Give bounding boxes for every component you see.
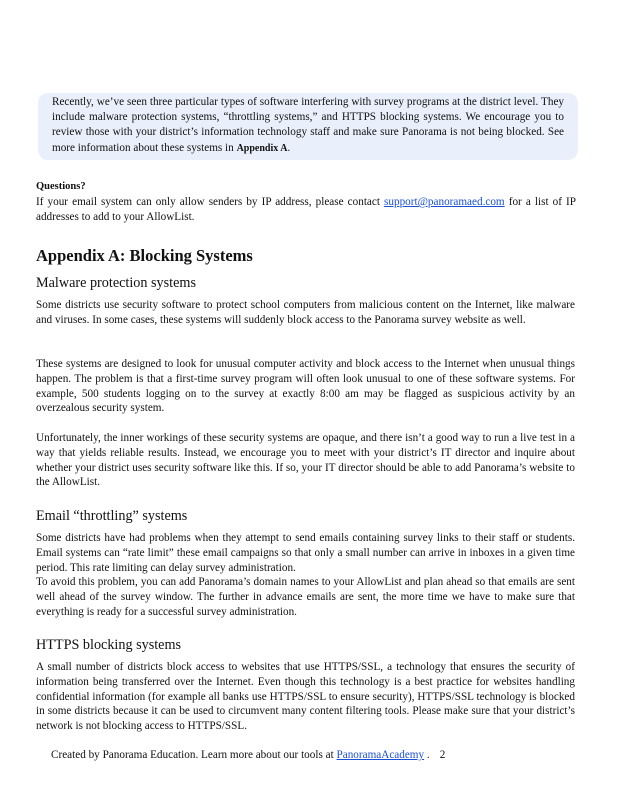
- questions-heading: Questions?: [36, 181, 86, 192]
- malware-paragraph-2: These systems are designed to look for unusual computer activity and block access to the Internet when unusual things happen. The problem is that a first-time survey program will often look unusual to one of these software systems. For example, 500 students logging on to the survey at exactly 8:00 am may be flagged as suspicious activity by an overzealous security system.: [36, 358, 575, 415]
- callout-body: Recently, we’ve seen three particular types of software interfering with survey programs at the district level. They include malware protection systems, “throttling systems,” and HTTPS blocking systems. We encourage you to review those with your district’s information technology staff and make sure Panorama is not being blocked. See more information about these systems in: [52, 96, 564, 154]
- footer-period: .: [426, 749, 430, 761]
- throttling-heading: Email “throttling” systems: [36, 508, 188, 524]
- malware-heading: Malware protection systems: [36, 275, 196, 291]
- https-paragraph-1: A small number of districts block access to websites that use HTTPS/SSL, a technology that ensures the security of information being transferred over the Internet. Even though this technology is a best practice for websites handling confidential information (for example all banks use HTTPS/SSL to ensure security), HTTPS/SSL technology is blocked in some districts because it can be used to circumvent many content filtering tools. Please make sure that your district’s network is not blocking access to HTTPS/SSL.: [36, 661, 575, 733]
- questions-text-after: for a list of IP addresses to add to your AllowList.: [36, 196, 576, 223]
- page-number: 2: [439, 749, 446, 761]
- footer-text: Created by Panorama Education. Learn more about our tools at: [51, 749, 334, 761]
- callout-text: [52, 95, 564, 156]
- callout-box: [38, 93, 578, 160]
- questions-text-before: If your email system can only allow senders by IP address, please contact: [36, 196, 380, 208]
- support-email-link[interactable]: support@panoramaed.com: [384, 196, 505, 208]
- https-heading: HTTPS blocking systems: [36, 637, 182, 653]
- page-footer: [51, 748, 445, 763]
- appendix-reference: Appendix A: [236, 142, 288, 154]
- throttling-paragraph-1: Some districts have had problems when they attempt to send emails containing survey links to their staff or students. Email systems can “rate limit” these email campaigns so that only a small number can arrive in inboxes in a given time period. This rate limiting can delay survey administration.: [36, 532, 575, 574]
- malware-paragraph-1: Some districts use security software to protect school computers from malicious content on the Internet, like malware and viruses. In some cases, these systems will suddenly block access to the Panorama survey website as well.: [36, 299, 575, 326]
- appendix-title: Appendix A: Blocking Systems: [36, 246, 253, 265]
- throttling-paragraph-2: To avoid this problem, you can add Panorama’s domain names to your AllowList and plan ahead so that emails are sent well ahead of the survey window. The further in advance emails are sent, the more time we have to make sure that everything is ready for a successful survey administration.: [36, 576, 575, 618]
- callout-period: .: [287, 141, 291, 154]
- panorama-academy-link[interactable]: PanoramaAcademy: [336, 749, 425, 761]
- questions-text: [36, 195, 576, 225]
- malware-paragraph-3: Unfortunately, the inner workings of these security systems are opaque, and there isn’t a good way to run a live test in a way that yields reliable results. Instead, we encourage you to meet with your district’s IT director and inquire about whether your district uses security software like this. If so, your IT director should be able to add Panorama’s website to the AllowList.: [36, 432, 575, 489]
